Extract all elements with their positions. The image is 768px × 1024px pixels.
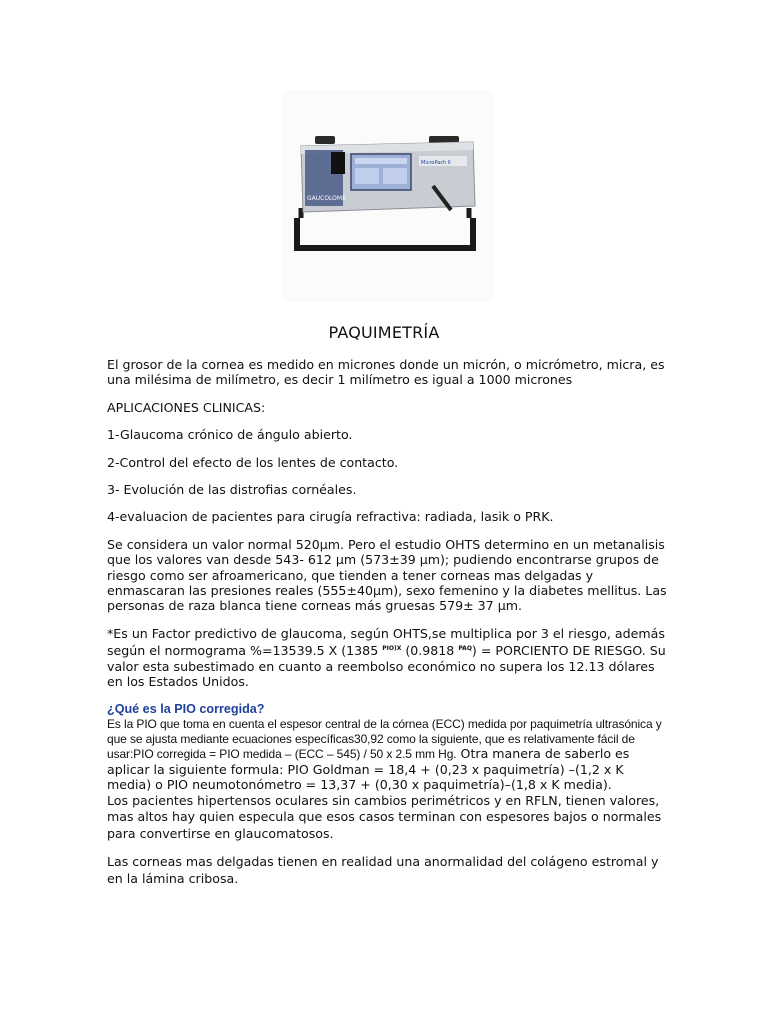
risk-sup-pio: PIO)X	[382, 645, 402, 653]
paragraph-thin-corneas: Las corneas mas delgadas tienen en realidad una anormalidad del colágeno estromal y en la lámina cribosa.	[107, 854, 659, 886]
list-item-application-1: 1-Glaucoma crónico de ángulo abierto.	[107, 427, 353, 443]
risk-sup-paq: PAQ	[458, 645, 472, 653]
paragraph-applications-heading: APLICACIONES CLINICAS:	[107, 399, 266, 415]
list-item-application-3: 3- Evolución de las distrofias cornéales.	[107, 482, 357, 498]
risk-text-1: *Es un Factor predictivo de glaucoma, según OHTS,se multiplica por 3 el riesgo, además según el normograma %=13539.5 X (1385	[107, 625, 665, 659]
risk-text-2: (0.9818	[401, 643, 459, 659]
device-logo-text: GAUCOLOME	[307, 195, 346, 202]
pachymeter-device-image	[283, 90, 493, 302]
risk-text-3: ) = PORCIENTO DE RIESGO. Su valor esta subestimado en cuanto a reembolso económico no supera los 12.13 dólares en los Estados Unidos.	[107, 643, 666, 690]
paragraph-normal-values: Se considera un valor normal 520µm. Pero el estudio OHTS determino en un metanalisis que los valores van desde 543- 612 µm (573±39 µm); pudiendo encontrarse grupos de riesgo como ser afroamericano, que tienden a tener corneas mas delgadas y enmascaran las presiones reales (555±40µm), sexo femenino y la diabetes mellitus. Las personas de raza blanca tiene corneas más gruesas 579± 37 µm.	[107, 536, 667, 614]
pachymeter-device-icon	[283, 90, 493, 302]
question-heading: ¿Qué es la PIO corregida?	[107, 701, 265, 716]
paragraph-definition: El grosor de la cornea es medido en micrones donde un micrón, o micrómetro, micra, es una milésima de milímetro, es decir 1 milímetro es igual a 1000 micrones	[107, 357, 665, 388]
pio-corrected-small-text: Es la PIO que toma en cuenta el espesor central de la córnea (ECC) medida por paquimetría ultrasónica y que se ajusta mediante ecuaciones específicas30,92 como la siguiente, que es relativamente fácil de usar:PIO corregida = PIO medida – (ECC – 545) / 50 x 2.5 mm Hg.	[107, 716, 662, 762]
paragraph-risk-factor	[107, 626, 667, 690]
document-body	[107, 357, 667, 887]
paragraph-hypertensive: Los pacientes hipertensos oculares sin cambios perimétricos y en RFLN, tienen valores, mas altos hay quien especula que esos casos terminan con espesores bajos o normales para convertirse en glaucomatosos.	[107, 792, 662, 841]
page-title: PAQUIMETRÍA	[328, 323, 440, 342]
list-item-application-2: 2-Control del efecto de los lentes de contacto.	[107, 454, 399, 470]
list-item-application-4: 4-evaluacion de pacientes para cirugía refractiva: radiada, lasik o PRK.	[107, 509, 554, 525]
paragraph-pio-corrected	[107, 716, 667, 793]
device-brand-text: MicroPach II	[421, 160, 451, 166]
pio-corrected-rest: Otra manera de saberlo es aplicar la siguiente formula: PIO Goldman = 18,4 + (0,23 x paquimetría) –(1,2 x K media) o PIO neumotonómetro = 13,37 + (0,30 x paquimetría)–(1,8 x K media).	[107, 746, 630, 793]
